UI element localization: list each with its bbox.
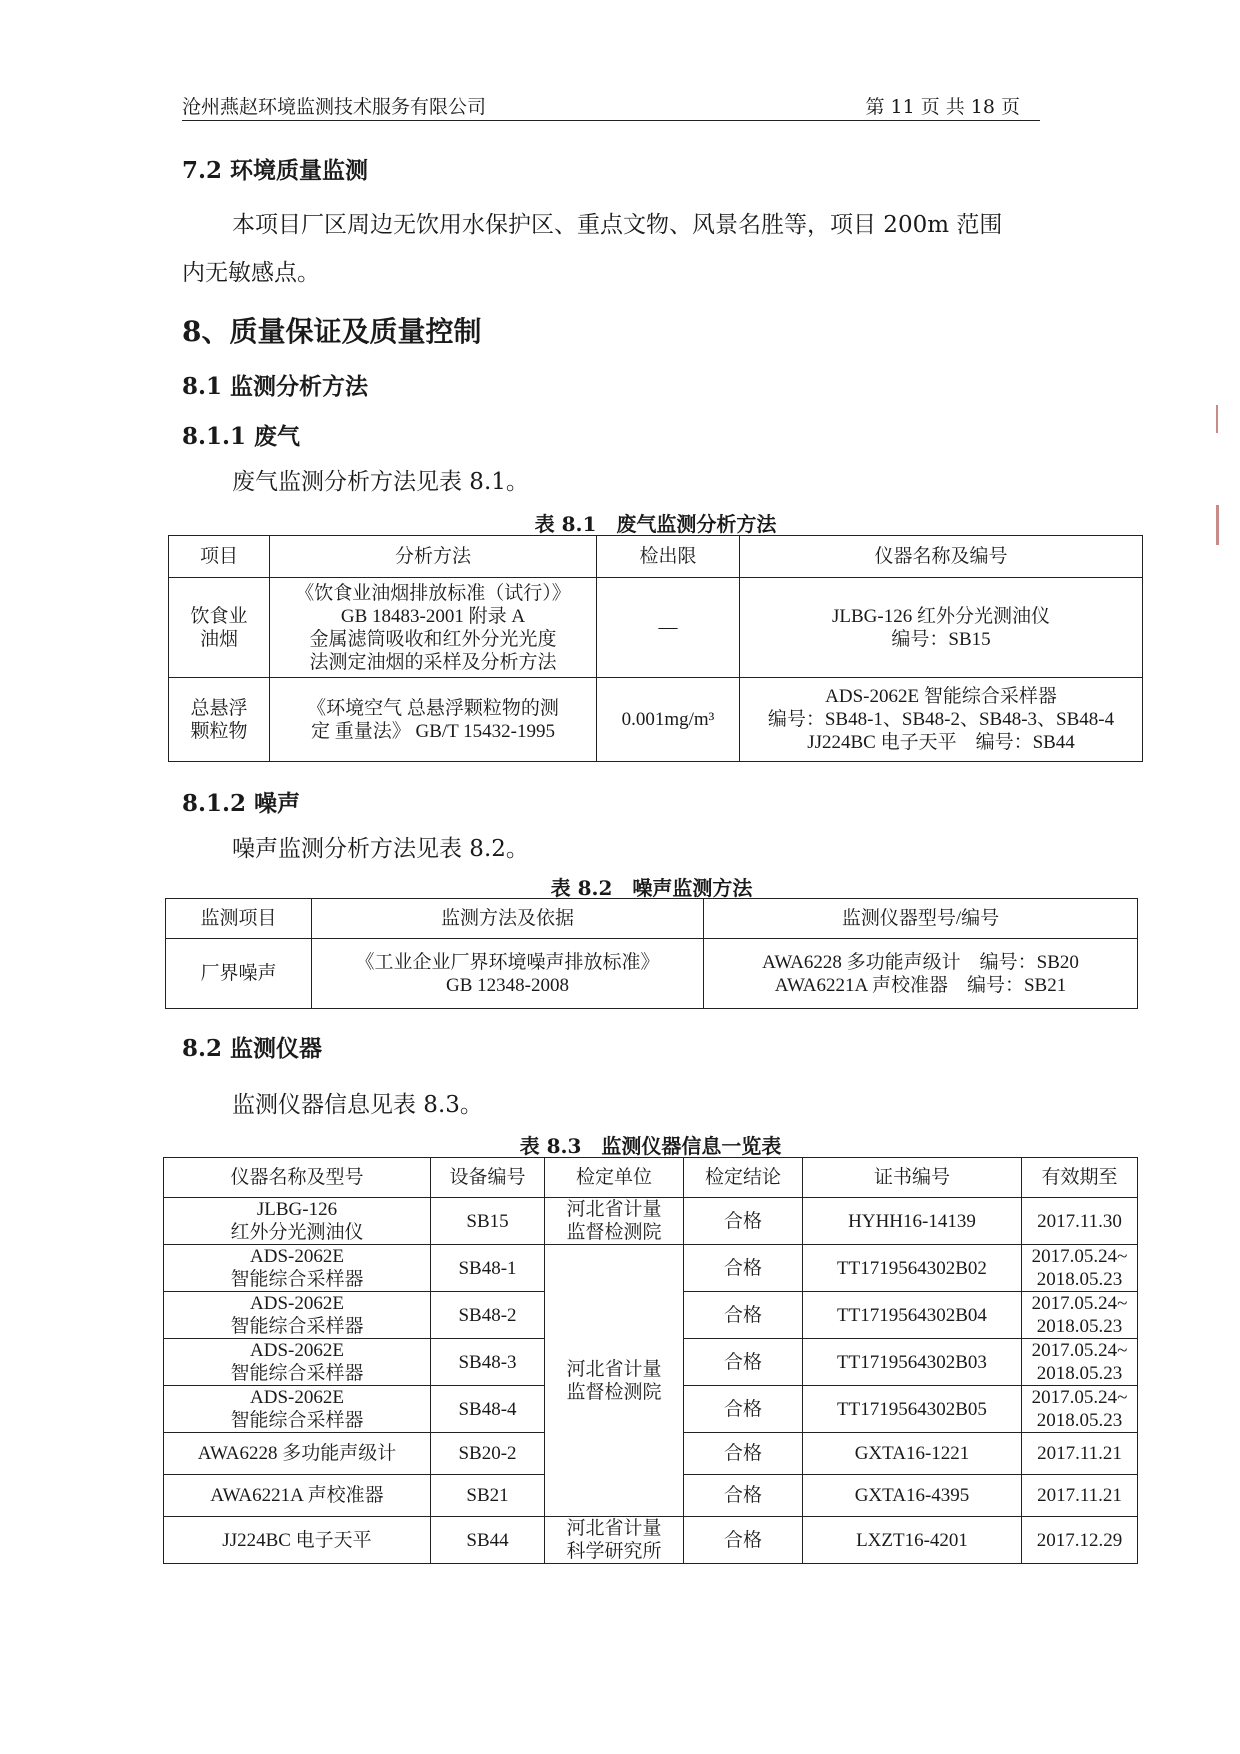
cell-line: 科学研究所	[566, 1541, 662, 1562]
cell-line: 2017.05.24~	[1031, 1387, 1128, 1408]
table-row	[164, 1198, 1138, 1245]
id-cell: SB15	[431, 1198, 545, 1245]
table-8-1	[168, 535, 1143, 762]
org-cell	[545, 1517, 684, 1564]
cell-line: 《饮食业油烟排放标准（试行）》	[295, 582, 571, 604]
valid-cell	[1022, 1386, 1138, 1433]
cell-line: 总悬浮	[190, 697, 248, 719]
cell-line: 《环境空气 总悬浮颗粒物的测	[307, 697, 559, 719]
cert-cell: TT1719564302B04	[803, 1292, 1022, 1339]
name-cell	[164, 1245, 431, 1292]
item-cell	[169, 678, 270, 762]
section-8-1-1-title: 8.1.1 废气	[182, 423, 301, 450]
name-cell: JJ224BC 电子天平	[164, 1517, 431, 1564]
cell-line: 颗粒物	[190, 720, 248, 742]
method-cell	[270, 678, 597, 762]
table-row	[166, 939, 1138, 1009]
header-cell: 项目	[169, 536, 270, 578]
cell-line: 智能综合采样器	[230, 1269, 364, 1290]
cell-line: ADS-2062E	[250, 1293, 344, 1314]
instrument-cell	[740, 578, 1143, 678]
cell-line: GB 12348-2008	[446, 974, 569, 996]
header-cell: 设备编号	[431, 1158, 545, 1198]
id-cell: SB48-2	[431, 1292, 545, 1339]
cert-cell: TT1719564302B03	[803, 1339, 1022, 1386]
name-cell: AWA6228 多功能声级计	[164, 1433, 431, 1475]
table-row	[169, 578, 1143, 678]
section-8-title: 8、质量保证及质量控制	[182, 315, 482, 348]
id-cell: SB48-1	[431, 1245, 545, 1292]
table-header-row	[169, 536, 1143, 578]
header-cell: 监测方法及依据	[312, 899, 704, 939]
limit-cell: 0.001mg/m³	[597, 678, 740, 762]
header-cell: 仪器名称及型号	[164, 1158, 431, 1198]
valid-cell: 2017.12.29	[1022, 1517, 1138, 1564]
cell-line: 智能综合采样器	[230, 1410, 364, 1431]
org-cell	[545, 1198, 684, 1245]
cell-line: 法测定油烟的采样及分析方法	[309, 651, 557, 673]
cert-cell: GXTA16-1221	[803, 1433, 1022, 1475]
table-8-1-caption: 表 8.1 废气监测分析方法	[534, 512, 777, 536]
id-cell: SB48-4	[431, 1386, 545, 1433]
cell-line: 2017.05.24~	[1031, 1246, 1128, 1267]
table-header-row	[164, 1158, 1138, 1198]
cell-line: 编号：SB15	[891, 628, 991, 650]
id-cell: SB48-3	[431, 1339, 545, 1386]
cell-line: 监督检测院	[566, 1381, 662, 1403]
cell-line: ADS-2062E 智能综合采样器	[825, 686, 1057, 707]
cell-line: 定 重量法》 GB/T 15432-1995	[310, 720, 555, 742]
item-cell: 厂界噪声	[166, 939, 312, 1009]
cell-line: 监督检测院	[566, 1222, 662, 1243]
company-name: 沧州燕赵环境监测技术服务有限公司	[182, 96, 487, 118]
cell-line: ADS-2062E	[250, 1387, 344, 1408]
cert-cell: TT1719564302B05	[803, 1386, 1022, 1433]
header-cell: 监测项目	[166, 899, 312, 939]
section-8-2-title: 8.2 监测仪器	[182, 1035, 323, 1062]
table-header-row	[166, 899, 1138, 939]
limit-cell: —	[597, 578, 740, 678]
section-7-2-para-line2: 内无敏感点。	[182, 260, 320, 286]
table-8-3	[163, 1157, 1138, 1564]
cell-line: 2017.05.24~	[1031, 1340, 1128, 1361]
margin-stamp-mark	[1216, 505, 1219, 545]
valid-cell	[1022, 1245, 1138, 1292]
result-cell: 合格	[684, 1339, 803, 1386]
cert-cell: HYHH16-14139	[803, 1198, 1022, 1245]
cell-line: JJ224BC 电子天平 编号：SB44	[807, 732, 1075, 753]
header-cell: 分析方法	[270, 536, 597, 578]
cell-line: AWA6221A 声校准器 编号：SB21	[774, 974, 1067, 996]
section-8-1-2-para: 噪声监测分析方法见表 8.2。	[232, 836, 529, 862]
cell-line: AWA6228 多功能声级计 编号：SB20	[762, 951, 1079, 973]
cell-line: 饮食业	[190, 605, 248, 627]
header-cell: 证书编号	[803, 1158, 1022, 1198]
method-cell	[270, 578, 597, 678]
table-row	[164, 1517, 1138, 1564]
table-row	[169, 678, 1143, 762]
result-cell: 合格	[684, 1245, 803, 1292]
cell-line: 2017.05.24~	[1031, 1293, 1128, 1314]
cell-line: ADS-2062E	[250, 1246, 344, 1267]
section-8-1-1-para: 废气监测分析方法见表 8.1。	[232, 469, 529, 495]
result-cell: 合格	[684, 1386, 803, 1433]
table-8-3-caption: 表 8.3 监测仪器信息一览表	[519, 1134, 782, 1158]
header-cell: 有效期至	[1022, 1158, 1138, 1198]
result-cell: 合格	[684, 1198, 803, 1245]
cell-line: 金属滤筒吸收和红外分光光度	[309, 628, 557, 650]
org-cell	[545, 1245, 684, 1517]
id-cell: SB44	[431, 1517, 545, 1564]
name-cell	[164, 1386, 431, 1433]
result-cell: 合格	[684, 1517, 803, 1564]
name-cell	[164, 1292, 431, 1339]
cell-line: 2018.05.23	[1036, 1316, 1123, 1337]
section-7-2-title: 7.2 环境质量监测	[182, 157, 369, 184]
page-number: 第 11 页 共 18 页	[865, 96, 1020, 118]
section-8-1-title: 8.1 监测分析方法	[182, 373, 369, 400]
valid-cell	[1022, 1292, 1138, 1339]
header-cell: 检定结论	[684, 1158, 803, 1198]
valid-cell: 2017.11.21	[1022, 1475, 1138, 1517]
cell-line: 河北省计量	[566, 1518, 662, 1539]
id-cell: SB20-2	[431, 1433, 545, 1475]
cell-line: GB 18483-2001 附录 A	[340, 605, 526, 627]
valid-cell	[1022, 1339, 1138, 1386]
header-cell: 检定单位	[545, 1158, 684, 1198]
section-8-1-2-title: 8.1.2 噪声	[182, 790, 301, 817]
instrument-cell	[704, 939, 1138, 1009]
name-cell	[164, 1339, 431, 1386]
cell-line: 智能综合采样器	[230, 1316, 364, 1337]
cell-line: 智能综合采样器	[230, 1363, 364, 1384]
instrument-cell	[740, 678, 1143, 762]
name-cell	[164, 1198, 431, 1245]
page-header	[182, 90, 1040, 121]
cell-line: ADS-2062E	[250, 1340, 344, 1361]
cell-line: 红外分光测油仪	[230, 1222, 364, 1243]
result-cell: 合格	[684, 1475, 803, 1517]
cell-line: 河北省计量	[566, 1358, 662, 1380]
cell-line: 2018.05.23	[1036, 1410, 1123, 1431]
item-cell	[169, 578, 270, 678]
result-cell: 合格	[684, 1292, 803, 1339]
valid-cell: 2017.11.21	[1022, 1433, 1138, 1475]
cell-line: 油烟	[199, 628, 238, 650]
cell-line: JLBG-126 红外分光测油仪	[832, 605, 1050, 627]
section-8-2-para: 监测仪器信息见表 8.3。	[232, 1092, 483, 1118]
method-cell	[312, 939, 704, 1009]
header-cell: 仪器名称及编号	[740, 536, 1143, 578]
valid-cell: 2017.11.30	[1022, 1198, 1138, 1245]
margin-stamp-mark	[1216, 405, 1218, 433]
header-cell: 监测仪器型号/编号	[704, 899, 1138, 939]
cell-line: 2018.05.23	[1036, 1363, 1123, 1384]
cell-line: JLBG-126	[256, 1199, 338, 1220]
cert-cell: LXZT16-4201	[803, 1517, 1022, 1564]
table-8-2	[165, 898, 1138, 1009]
cell-line: 编号：SB48-1、SB48-2、SB48-3、SB48-4	[767, 709, 1115, 730]
id-cell: SB21	[431, 1475, 545, 1517]
table-row	[164, 1245, 1138, 1292]
table-8-2-caption: 表 8.2 噪声监测方法	[550, 876, 753, 900]
cert-cell: GXTA16-4395	[803, 1475, 1022, 1517]
cell-line: 河北省计量	[566, 1199, 662, 1220]
section-7-2-para-line1: 本项目厂区周边无饮用水保护区、重点文物、风景名胜等，项目 200m 范围	[232, 212, 1003, 238]
cert-cell: TT1719564302B02	[803, 1245, 1022, 1292]
name-cell: AWA6221A 声校准器	[164, 1475, 431, 1517]
cell-line: 《工业企业厂界环境噪声排放标准》	[355, 951, 660, 973]
cell-line: 2018.05.23	[1036, 1269, 1123, 1290]
result-cell: 合格	[684, 1433, 803, 1475]
header-cell: 检出限	[597, 536, 740, 578]
